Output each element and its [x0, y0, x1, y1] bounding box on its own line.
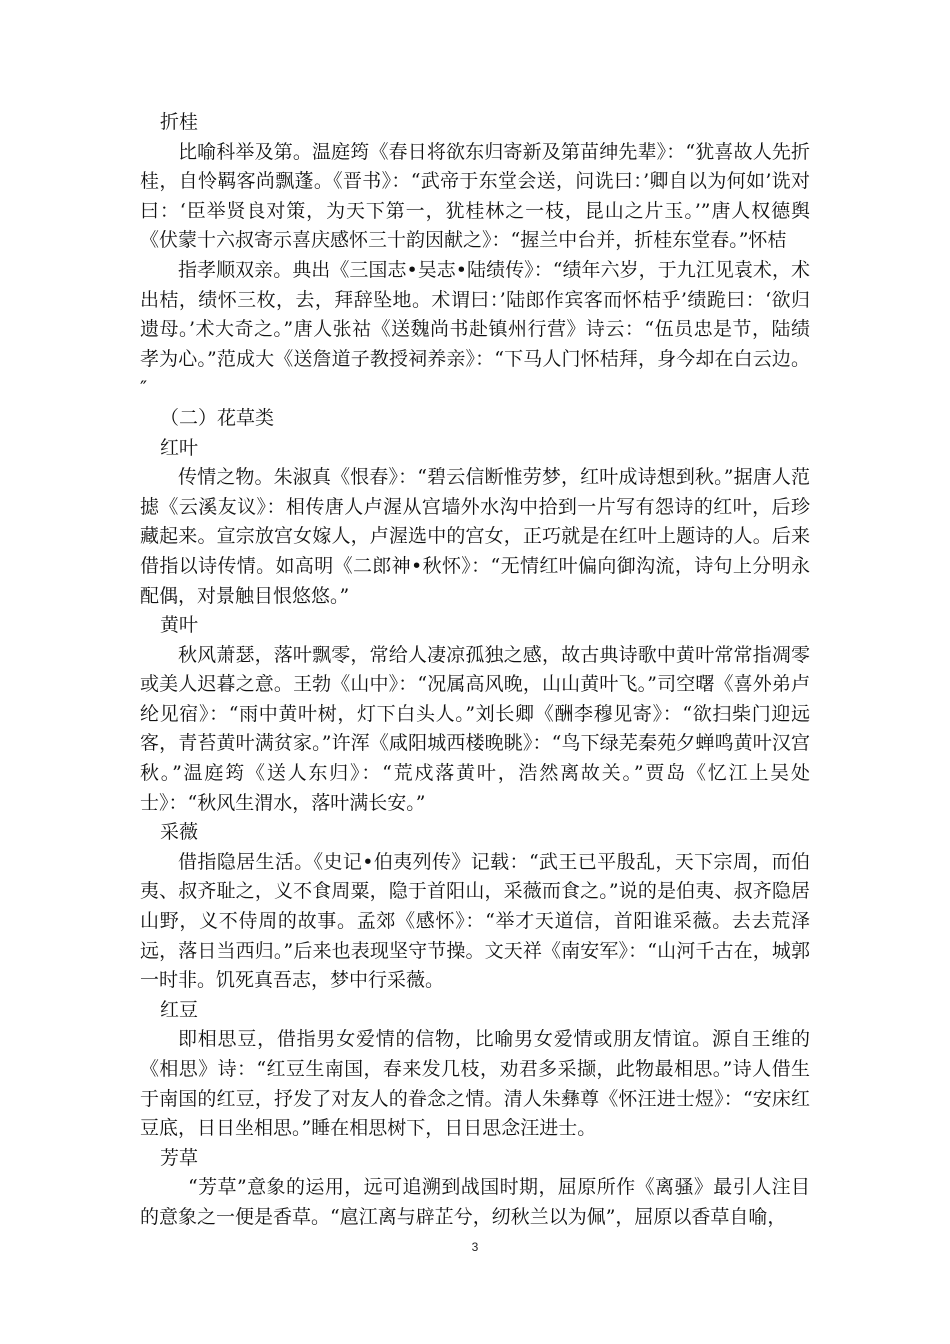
- section-heading: 红豆: [160, 998, 199, 1021]
- section-heading: 芳草: [160, 1146, 199, 1169]
- section-heading: 采薇: [160, 821, 199, 844]
- section-heading: 红叶: [160, 436, 199, 459]
- body-paragraph: 秋风萧瑟，落叶飘零，常给人凄凉孤独之感，故古典诗歌中黄叶常常指凋零或美人迟暮之意。王勃《山中》：“况属高风晚，山山黄叶飞。”司空曙《喜外弟卢纶见宿》：“雨中黄叶树，灯下白头人。”刘长卿《酬李穆见寄》：“欲扫柴门迎远客，青苔黄叶满贫家。”许浑《咸阳城西楼晚眺》：“鸟下绿芜秦苑夕蝉鸣黄叶汉宫秋。”温庭筠《送人东归》：“荒戍落黄叶，浩然离故关。”贾岛《忆江上吴处士》：“秋风生渭水，落叶满长安。”: [140, 643, 810, 814]
- body-paragraph: 借指隐居生活。《史记•伯夷列传》记载：“武王已平殷乱，天下宗周，而伯夷、叔齐耻之，义不食周粟，隐于首阳山，采薇而食之。”说的是伯夷、叔齐隐居山野，义不侍周的故事。孟郊《感怀》：“举才天道信，首阳谁采薇。去去荒泽远，落日当西归。”后来也表现坚守节操。文天祥《南安军》：“山河千古在，城郭一时非。饥死真吾志，梦中行采薇。: [140, 850, 810, 992]
- body-paragraph: 即相思豆，借指男女爱情的信物，比喻男女爱情或朋友情谊。源自王维的《相思》诗：“红豆生南国，春来发几枝，劝君多采撷，此物最相思。”诗人借生于南国的红豆，抒发了对友人的眷念之情。清人朱彝尊《怀汪进士煜》：“安床红豆底，日日坐相思。”睡在相思树下，日日思念汪进士。: [140, 1028, 810, 1140]
- body-paragraph: 比喻科举及第。温庭筠《春日将欲东归寄新及第苗绅先辈》：“犹喜故人先折桂，自怜羁客尚飘蓬。《晋书》：“武帝于东堂会送，问诜曰：’卿自以为何如’诜对曰：‘臣举贤良对策，为天下第一，犹桂林之一枝，昆山之片玉。’”唐人权德舆《伏蒙十六叔寄示喜庆感怀三十韵因献之》：“握兰中台并，折桂东堂春。”怀桔: [140, 140, 810, 252]
- page-number: 3: [471, 1240, 479, 1254]
- section-heading: （二）花草类: [160, 406, 275, 429]
- body-paragraph: “芳草”意象的运用，远可追溯到战国时期，屈原所作《离骚》最引人注目的意象之一便是香草。“扈江离与辟芷兮，纫秋兰以为佩”，屈原以香草自喻，: [140, 1176, 810, 1228]
- section-heading: 折桂: [160, 111, 199, 133]
- body-paragraph: 传情之物。朱淑真《恨春》：“碧云信断惟劳梦，红叶成诗想到秋。”据唐人范摅《云溪友议》：相传唐人卢渥从宫墙外水沟中拾到一片写有怨诗的红叶，后珍藏起来。宣宗放宫女嫁人，卢渥选中的宫女，正巧就是在红叶上题诗的人。后来借指以诗传情。如高明《二郎神•秋怀》：“无情红叶偏向御沟流，诗句上分明永配偶，对景触目恨悠悠。”: [140, 466, 810, 607]
- section-heading: 黄叶: [160, 614, 199, 637]
- document-body: [140, 108, 810, 1233]
- body-paragraph: 指孝顺双亲。典出《三国志•吴志•陆绩传》：“绩年六岁，于九江见袁术，术出桔，绩怀三枚，去，拜辞坠地。术谓曰：’陆郎作宾客而怀桔乎’绩跪曰：‘欲归遗母。’术大奇之。”唐人张祜《送魏尚书赴镇州行营》诗云：“伍员忠是节，陆绩孝为心。”范成大《送詹道子教授祠养亲》：“下马人门怀桔拜，身今却在白云边。″: [140, 258, 810, 400]
